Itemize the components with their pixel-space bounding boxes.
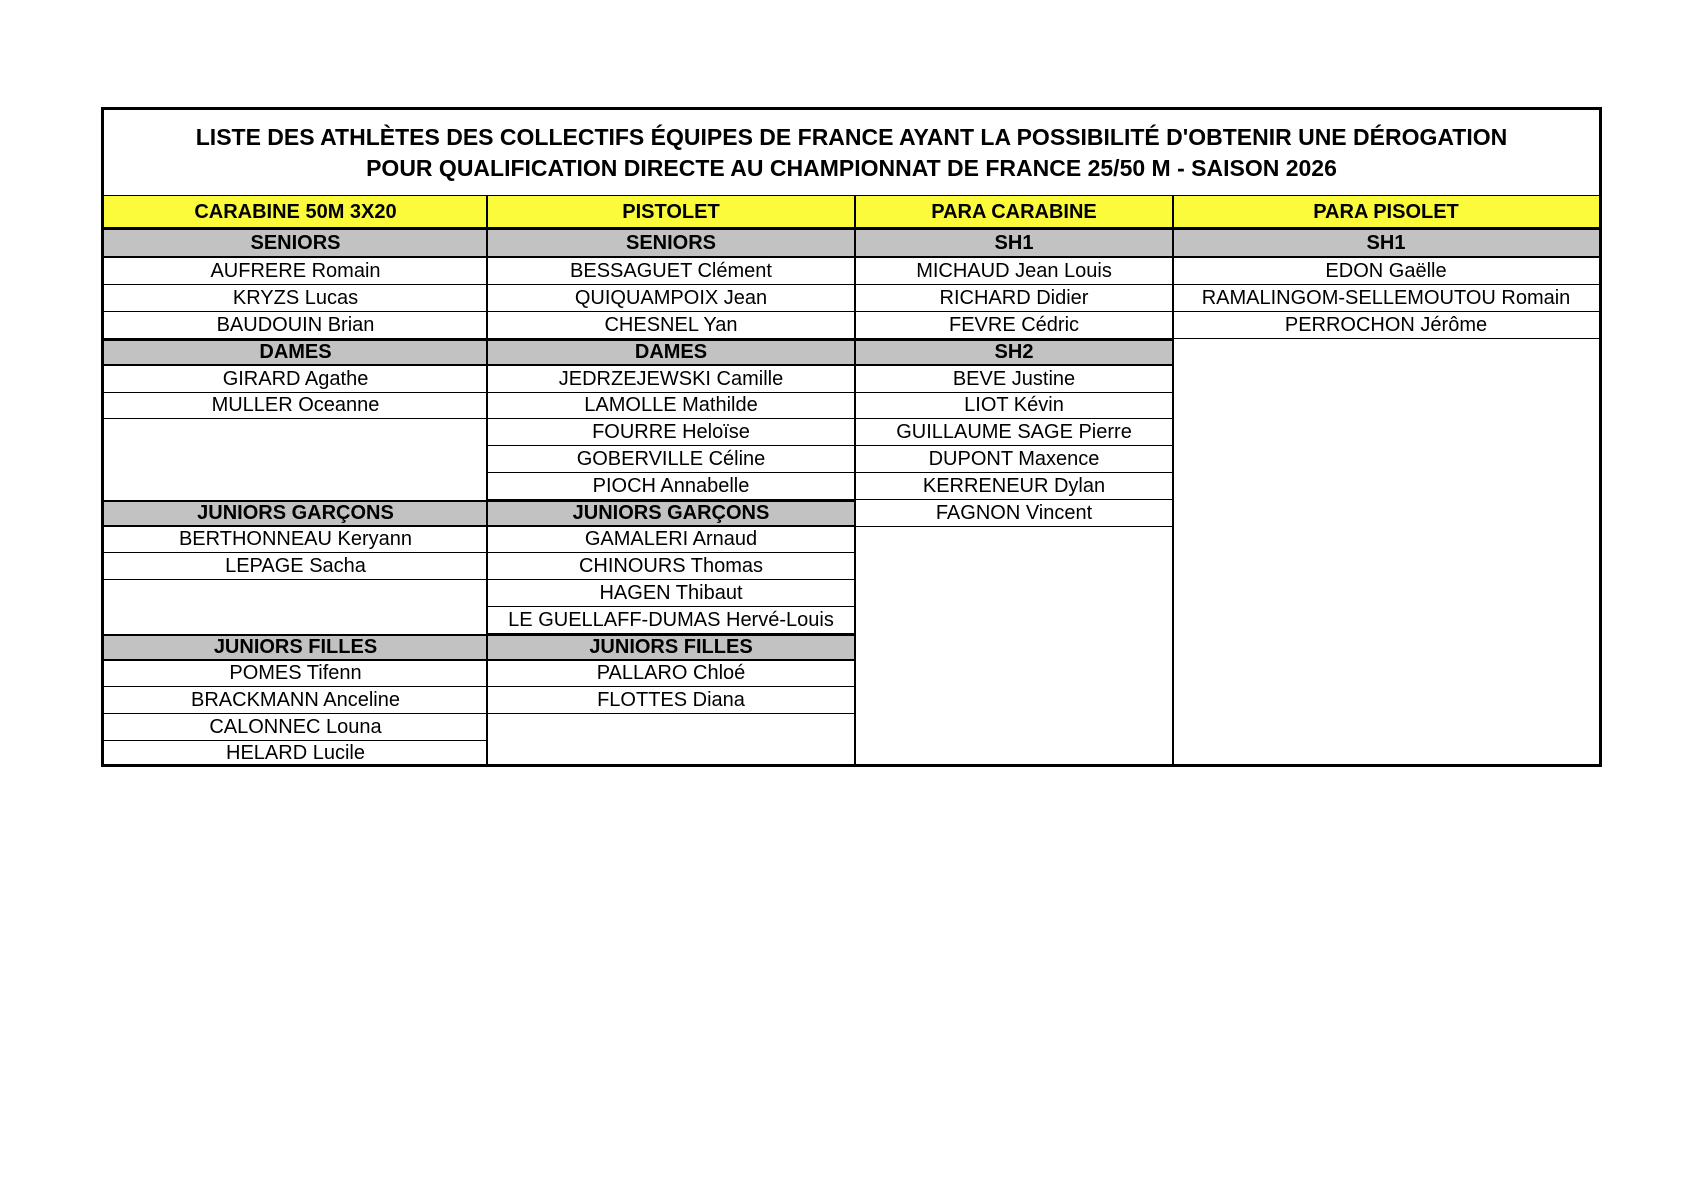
athlete-name: PIOCH Annabelle — [487, 473, 855, 500]
section-header: JUNIORS FILLES — [487, 634, 855, 661]
section-header: SENIORS — [487, 228, 855, 258]
athlete-name: POMES Tifenn — [104, 661, 487, 687]
athlete-name: JEDRZEJEWSKI Camille — [487, 366, 855, 393]
section-header: SH2 — [855, 339, 1173, 366]
athlete-name: AUFRERE Romain — [104, 258, 487, 285]
athlete-name: GIRARD Agathe — [104, 366, 487, 393]
athlete-name: KERRENEUR Dylan — [855, 473, 1173, 500]
athlete-name: MULLER Oceanne — [104, 393, 487, 419]
athlete-name: FAGNON Vincent — [855, 500, 1173, 527]
athlete-name: CHINOURS Thomas — [487, 553, 855, 580]
athlete-name: LEPAGE Sacha — [104, 553, 487, 580]
column-header-2: PISTOLET — [487, 196, 855, 228]
athlete-name: KRYZS Lucas — [104, 285, 487, 312]
table-title — [104, 110, 1599, 197]
athlete-name: CHESNEL Yan — [487, 312, 855, 339]
section-header: DAMES — [487, 339, 855, 366]
athlete-name: LIOT Kévin — [855, 393, 1173, 419]
athlete-name: PERROCHON Jérôme — [1173, 312, 1599, 339]
athlete-name: GUILLAUME SAGE Pierre — [855, 419, 1173, 446]
section-header: SH1 — [1173, 228, 1599, 258]
athletes-table — [101, 107, 1602, 767]
athlete-name: LAMOLLE Mathilde — [487, 393, 855, 419]
section-header: SH1 — [855, 228, 1173, 258]
athlete-name: BAUDOUIN Brian — [104, 312, 487, 339]
table-title-line-1: LISTE DES ATHLÈTES DES COLLECTIFS ÉQUIPES DE FRANCE AYANT LA POSSIBILITÉ D'OBTENIR UNE DÉROGATION — [195, 123, 1508, 150]
athlete-name: RICHARD Didier — [855, 285, 1173, 312]
athlete-name: MICHAUD Jean Louis — [855, 258, 1173, 285]
athlete-name: HELARD Lucile — [104, 741, 487, 767]
column-header-4: PARA PISOLET — [1173, 196, 1599, 228]
athlete-name: BRACKMANN Anceline — [104, 687, 487, 714]
athlete-name: BEVE Justine — [855, 366, 1173, 393]
column-header-1: CARABINE 50M 3X20 — [104, 196, 487, 228]
athlete-name: BERTHONNEAU Keryann — [104, 527, 487, 553]
athlete-name: DUPONT Maxence — [855, 446, 1173, 473]
athlete-name: GAMALERI Arnaud — [487, 527, 855, 553]
section-header: JUNIORS GARÇONS — [104, 500, 487, 527]
column-divider — [1172, 196, 1174, 767]
section-header: SENIORS — [104, 228, 487, 258]
athlete-name: GOBERVILLE Céline — [487, 446, 855, 473]
column-divider — [854, 196, 856, 767]
header-divider — [104, 227, 1599, 229]
athlete-name: QUIQUAMPOIX Jean — [487, 285, 855, 312]
athlete-name: RAMALINGOM-SELLEMOUTOU Romain — [1173, 285, 1599, 312]
athlete-name: LE GUELLAFF-DUMAS Hervé-Louis — [487, 607, 855, 634]
section-header: JUNIORS FILLES — [104, 634, 487, 661]
athlete-name: HAGEN Thibaut — [487, 580, 855, 607]
athlete-name: BESSAGUET Clément — [487, 258, 855, 285]
athlete-name: FOURRE Heloïse — [487, 419, 855, 446]
athlete-name: PALLARO Chloé — [487, 661, 855, 687]
athlete-name: EDON Gaëlle — [1173, 258, 1599, 285]
athlete-name: FLOTTES Diana — [487, 687, 855, 714]
column-divider — [486, 196, 488, 767]
section-header: JUNIORS GARÇONS — [487, 500, 855, 527]
table-title-line-2: POUR QUALIFICATION DIRECTE AU CHAMPIONNAT DE FRANCE 25/50 M - SAISON 2026 — [366, 154, 1337, 181]
column-header-3: PARA CARABINE — [855, 196, 1173, 228]
athlete-name: CALONNEC Louna — [104, 714, 487, 741]
athlete-name: FEVRE Cédric — [855, 312, 1173, 339]
section-header: DAMES — [104, 339, 487, 366]
